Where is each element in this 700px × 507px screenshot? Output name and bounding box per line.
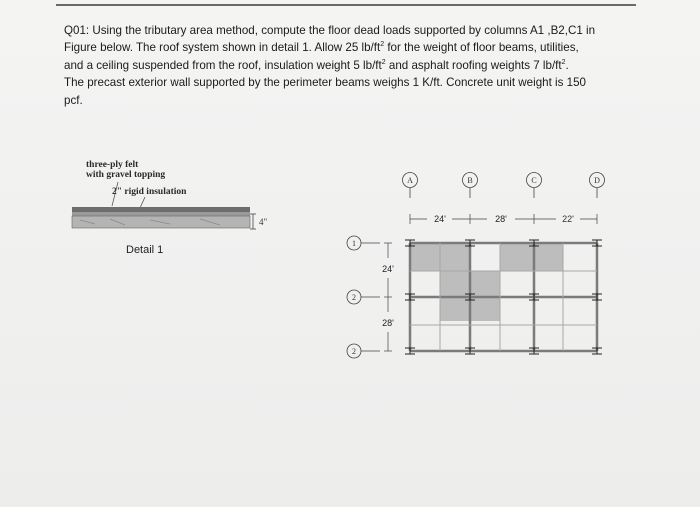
span-dimensions (410, 214, 597, 224)
bubble-a-label: A (407, 176, 413, 185)
insulation-leader-line (140, 197, 145, 208)
slab-thickness-label: 4" (259, 217, 268, 227)
question-line-3: and a ceiling suspended from the roof, insulation weight 5 $lb/ft^2$ and asphalt roofing weights 7 $lb/ft^2$. (64, 58, 569, 72)
rigid-insulation-layer (72, 212, 250, 216)
detail-caption: Detail 1 (126, 244, 164, 256)
felt-label-line-1: three-ply felt (86, 160, 139, 170)
question-line-5: pcf. (64, 93, 83, 107)
question-line-1: Q01: Using the tributary area method, compute the floor dead loads supported by columns A1 ,B2,C1 in (64, 24, 596, 37)
question-line-4: The precast exterior wall supported by the perimeter beams weighs 1 K/ft. Concrete unit weight is 150 (64, 76, 586, 90)
question-line-2: Figure below. The roof system shown in detail 1. Allow 25 $lb/ft^2$ for the weight of floor beams, utilities, (64, 41, 579, 55)
span-cd-label: 22' (562, 214, 574, 224)
felt-label-line-2: with gravel topping (86, 170, 166, 180)
span-bc-label: 28' (495, 214, 507, 224)
row-2a-label: 2 (352, 293, 356, 302)
tributary-area-c1 (500, 243, 563, 271)
insulation-label: 2" rigid insulation (112, 187, 187, 197)
span-ab-label: 24' (434, 214, 446, 224)
roof-section-detail (72, 182, 268, 229)
gravel-felt-layer (72, 207, 250, 212)
felt-leader-line (112, 182, 118, 206)
bubble-d-label: D (594, 176, 600, 185)
tributary-shading (410, 243, 563, 321)
row-grid-bubbles (347, 236, 380, 358)
row-span-2-label: 28' (382, 318, 394, 328)
bubble-b-label: B (467, 176, 473, 185)
row-2b-label: 2 (352, 347, 356, 356)
bubble-c-label: C (531, 176, 537, 185)
row-span-1-label: 24' (382, 264, 394, 274)
row-1-label: 1 (352, 239, 356, 248)
column-grid-bubbles (403, 173, 605, 199)
row-span-dimensions (382, 243, 394, 351)
